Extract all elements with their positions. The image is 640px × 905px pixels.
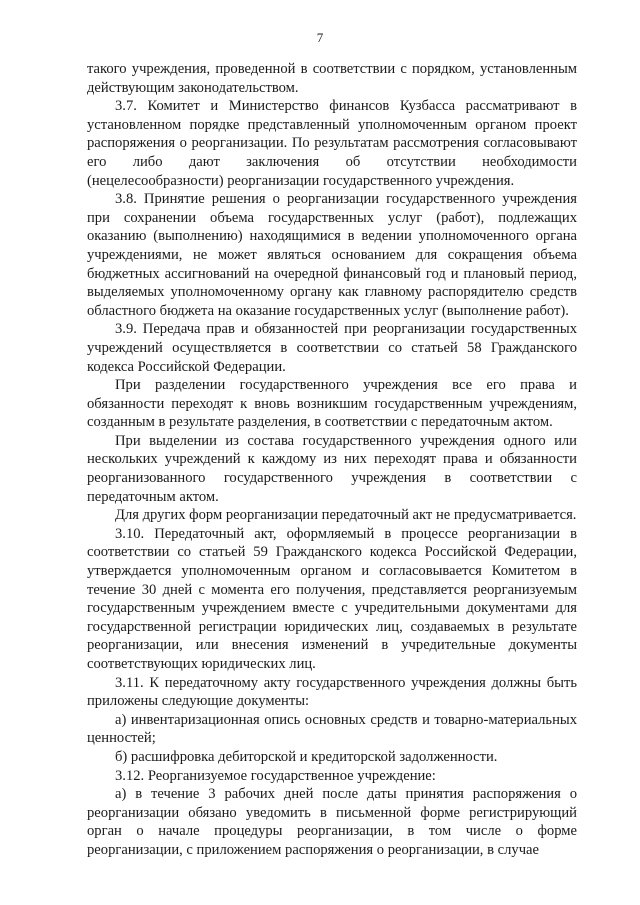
paragraph: такого учреждения, проведенной в соответствии с порядком, установленным действующим законодательством. [87, 61, 577, 96]
paragraph-other-forms: Для других форм реорганизации передаточный акт не предусматривается. [115, 507, 577, 524]
paragraph-3-8: 3.8. Принятие решения о реорганизации государственного учреждения при сохранении объема государственных услуг (работ), подлежащих оказанию (выполнению) находящимися в ведении уполномоченного органа учреждениями, не может являться основанием для сокращения объема бюджетных ассигнований на очередной финансовый год и плановый период, выделяемых уполномоченному органу как главному распорядителю средств областного бюджета на оказание государственных услуг (выполнение работ). [87, 191, 577, 319]
document-body [87, 60, 577, 860]
paragraph-3-7: 3.7. Комитет и Министерство финансов Кузбасса рассматривают в установленном порядке представленный уполномоченным органом проект распоряжения о реорганизации. По результатам рассмотрения согласовывают его либо дают заключения об отсутствии необходимости (нецелесообразности) реорганизации государственного учреждения. [87, 98, 577, 189]
paragraph-3-11: 3.11. К передаточному акту государственного учреждения должны быть приложены следующие документы: [87, 674, 577, 710]
paragraph-3-12: 3.12. Реорганизуемое государственное учреждение: [115, 767, 436, 784]
paragraph-3-9: 3.9. Передача прав и обязанностей при реорганизации государственных учреждений осуществляется в соответствии со статьей 58 Гражданского кодекса Российской Федерации. [87, 321, 577, 375]
paragraph-separation: При выделении из состава государственного учреждения одного или нескольких учреждений к каждому из них переходят права и обязанности реорганизованного государственного учреждения в соответствии с передаточным актом. [87, 432, 577, 505]
list-item-3-12-a: а) в течение 3 рабочих дней после даты принятия распоряжения о реорганизации обязано уведомить в письменной форме регистрирующий орган о начале процедуры реорганизации, в том числе о форме реорганизации, с приложением распоряжения о реорганизации, в случае [87, 786, 577, 858]
list-item-a: а) инвентаризационная опись основных средств и товарно-материальных ценностей; [87, 711, 577, 747]
paragraph-division: При разделении государственного учреждения все его права и обязанности переходят к вновь возникшим государственным учреждениям, созданным в результате разделения, в соответствии с передаточным актом. [87, 377, 577, 431]
paragraph-3-10: 3.10. Передаточный акт, оформляемый в процессе реорганизации в соответствии со статьей 59 Гражданского кодекса Российской Федерации, утверждается уполномоченным органом и согласовывается Комитетом в течение 30 дней с момента его получения, представляется реорганизуемым государственным учреждением вместе с учредительными документами для государственной регистрации юридических лиц, создаваемых в результате реорганизации, или внесения изменений в учредительные документы соответствующих юридических лиц. [87, 525, 577, 672]
list-item-b: б) расшифровка дебиторской и кредиторской задолженности. [115, 748, 498, 765]
page-number: 7 [316, 30, 324, 45]
